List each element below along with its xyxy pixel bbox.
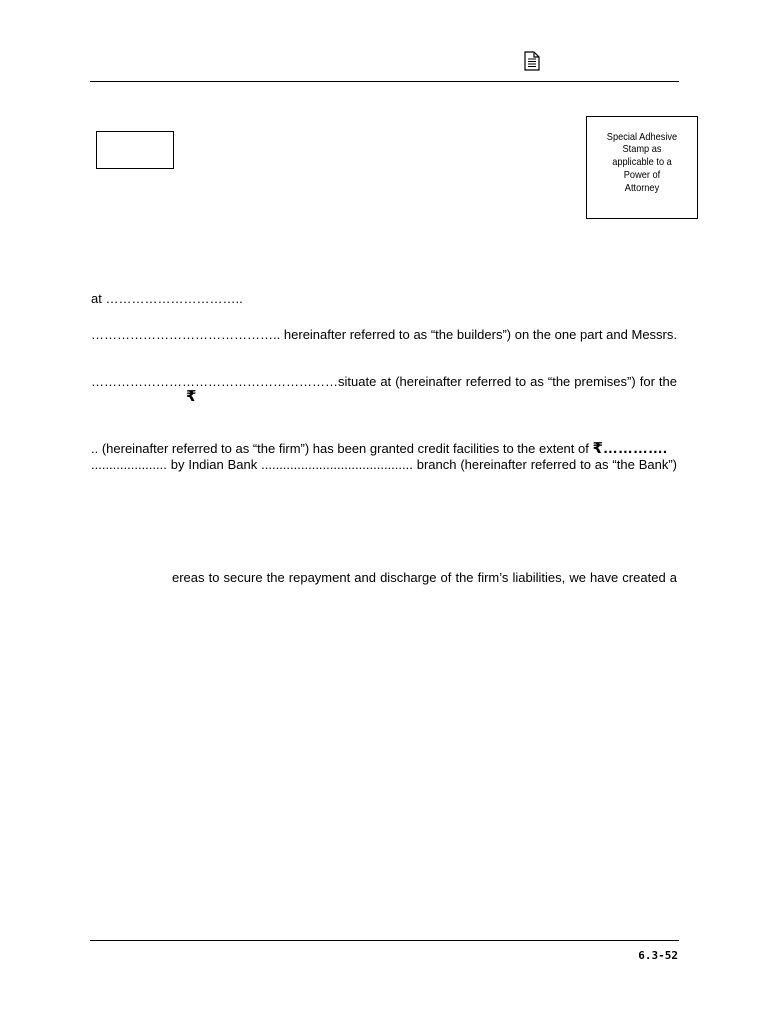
stamp-text — [600, 131, 684, 195]
document-icon — [523, 51, 541, 71]
header-rule — [90, 81, 679, 82]
page-number: 6.3-52 — [638, 949, 678, 962]
stamp-line: Stamp as — [622, 143, 662, 156]
blank-box — [96, 131, 174, 169]
rupee-symbol: ₹ — [186, 388, 197, 405]
body-line-situate: …………………………………………………situate at (hereinafter referred to as “the premises”) for the — [91, 374, 677, 389]
firm-text: .. (hereinafter referred to as “the firm”) has been granted credit facilities to the extent of — [91, 441, 593, 456]
firm-rupee-symbol: ₹ — [592, 440, 603, 457]
body-line-at: at ………………………….. — [91, 291, 243, 306]
body-line-bank: ..................... by Indian Bank .......................................... branch (hereinafter referred to as “the Bank”) — [91, 457, 677, 472]
body-line-builders: …………………………………….. hereinafter referred to as “the builders”) on the one part and Messrs. — [91, 327, 677, 342]
stamp-line: Special Adhesive — [606, 130, 678, 143]
firm-amount-dots: …………. — [602, 440, 668, 457]
body-line-whereas: ereas to secure the repayment and discharge of the firm’s liabilities, we have created a — [172, 570, 677, 585]
body-line-firm — [91, 441, 667, 457]
stamp-line: Attorney — [624, 181, 660, 194]
stamp-line: applicable to a — [612, 156, 672, 169]
stamp-box — [586, 116, 698, 219]
footer-rule — [90, 940, 679, 941]
stamp-line: Power of — [623, 168, 661, 181]
